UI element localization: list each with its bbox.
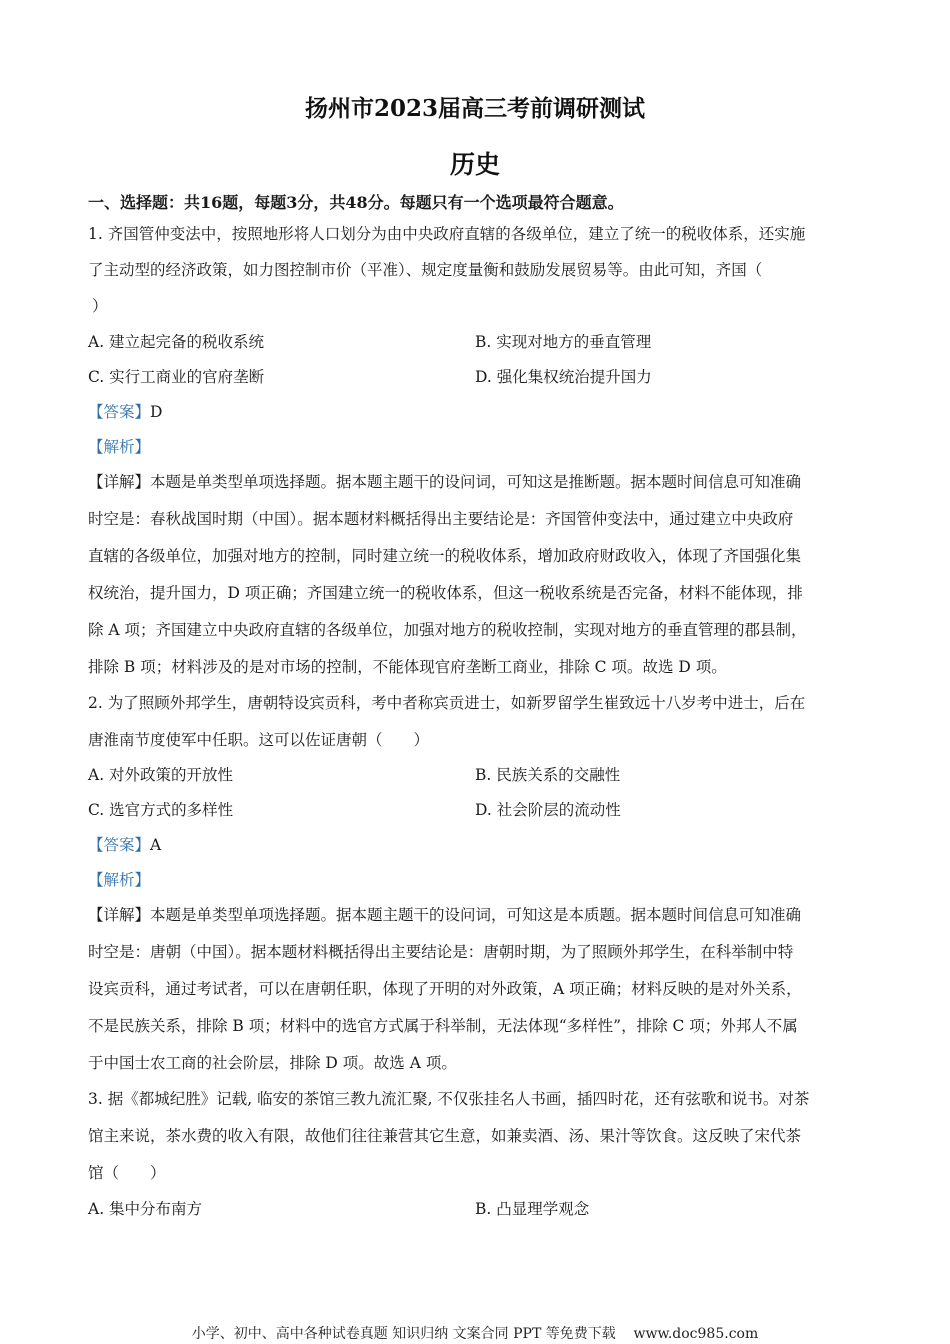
q2-answer	[88, 833, 868, 855]
q1-stem-line: 了主动型的经济政策，如力图控制市价（平准）、规定度量衡和鼓励发展贸易等。由此可知，齐国（	[88, 261, 763, 279]
answer-tag: 【答案】	[88, 403, 151, 421]
q1-detail-line	[88, 470, 868, 492]
answer-value: D	[150, 403, 163, 421]
q2-detail-line: 于中国士农工商的社会阶层，排除 D 项。故选 A 项。	[88, 1054, 457, 1072]
q2-detail-line: 时空是：唐朝（中国）。据本题材料概括得出主要结论是：唐朝时期，为了照顾外邦学生，在科举制中特	[88, 943, 794, 961]
q3-stem-line: 馆（ ）	[88, 1164, 166, 1182]
section-heading: 一、选择题：共16题，每题3分，共48分。每题只有一个选项最符合题意。	[88, 193, 624, 212]
q2-option-c: C. 选官方式的多样性	[88, 801, 234, 819]
q2-analysis-tag: 【解析】	[88, 871, 151, 889]
q1-stem-line: ）	[92, 297, 108, 315]
q1-detail-line: 权统治，提升国力，D 项正确；齐国建立统一的税收体系，但这一税收系统是否完备，材料不能体现，排	[88, 584, 803, 602]
detail-text: 本题是单类型单项选择题。据本题主题干的设问词，可知这是本质题。据本题时间信息可知准确	[150, 906, 802, 924]
q2-detail-line	[88, 903, 868, 925]
q2-option-a: A. 对外政策的开放性	[88, 766, 234, 784]
q3-stem-line: 馆主来说，茶水费的收入有限，故他们往往兼营其它生意，如兼卖酒、汤、果汁等饮食。这反映了宋代茶	[88, 1127, 802, 1145]
detail-tag: 【详解】	[88, 906, 151, 924]
q3-option-b: B. 凸显理学观念	[475, 1200, 590, 1218]
q1-option-b: B. 实现对地方的垂直管理	[475, 333, 652, 351]
footer-text: 小学、初中、高中各种试卷真题 知识归纳 文案合同 PPT 等免费下载	[191, 1326, 616, 1342]
answer-value: A	[150, 836, 162, 854]
detail-tag: 【详解】	[88, 473, 151, 491]
q2-detail-line: 不是民族关系，排除 B 项；材料中的选官方式属于科举制，无法体现“多样性”，排除 C 项；外邦人不属	[88, 1017, 798, 1035]
answer-tag: 【答案】	[88, 836, 151, 854]
q1-option-c: C. 实行工商业的官府垄断	[88, 368, 265, 386]
q1-analysis-tag: 【解析】	[88, 438, 151, 456]
q3-option-a: A. 集中分布南方	[88, 1200, 203, 1218]
q1-option-a: A. 建立起完备的税收系统	[88, 333, 265, 351]
exam-title: 扬州市2023届高三考前调研测试	[304, 95, 645, 122]
q2-option-d: D. 社会阶层的流动性	[475, 801, 621, 819]
q2-stem-line: 唐淮南节度使军中任职。这可以佐证唐朝（ ）	[88, 731, 430, 749]
q1-detail-line: 除 A 项；齐国建立中央政府直辖的各级单位，加强对地方的税收控制，实现对地方的垂直管理的郡县制，	[88, 621, 807, 639]
q1-option-d: D. 强化集权统治提升国力	[475, 368, 652, 386]
q2-stem-line: 2. 为了照顾外邦学生，唐朝特设宾贡科，考中者称宾贡进士，如新罗留学生崔致远十八岁考中进士，后在	[88, 694, 806, 712]
q1-detail-line: 时空是：春秋战国时期（中国）。据本题材料概括得出主要结论是：齐国管仲变法中，通过建立中央政府	[88, 510, 794, 528]
detail-text: 本题是单类型单项选择题。据本题主题干的设问词，可知这是推断题。据本题时间信息可知准确	[150, 473, 802, 491]
q1-answer	[88, 400, 868, 422]
q1-stem-line: 1. 齐国管仲变法中，按照地形将人口划分为由中央政府直辖的各级单位，建立了统一的税收体系，还实施	[88, 225, 806, 243]
subject-title: 历史	[449, 150, 500, 179]
q2-option-b: B. 民族关系的交融性	[475, 766, 621, 784]
q1-detail-line: 排除 B 项；材料涉及的是对市场的控制，不能体现官府垄断工商业，排除 C 项。故选 D 项。	[88, 658, 727, 676]
q2-detail-line: 设宾贡科，通过考试者，可以在唐朝任职，体现了开明的对外政策，A 项正确；材料反映的是对外关系，	[88, 980, 802, 998]
footer-site-link[interactable]: www.doc985.com	[633, 1326, 759, 1342]
page-footer	[0, 1323, 950, 1343]
q1-detail-line: 直辖的各级单位，加强对地方的控制，同时建立统一的税收体系，增加政府财政收入，体现了齐国强化集	[88, 547, 802, 565]
q3-stem-line: 3. 据《都城纪胜》记载, 临安的茶馆三教九流汇聚, 不仅张挂名人书画，插四时花，还有弦歌和说书。对茶	[88, 1090, 810, 1108]
